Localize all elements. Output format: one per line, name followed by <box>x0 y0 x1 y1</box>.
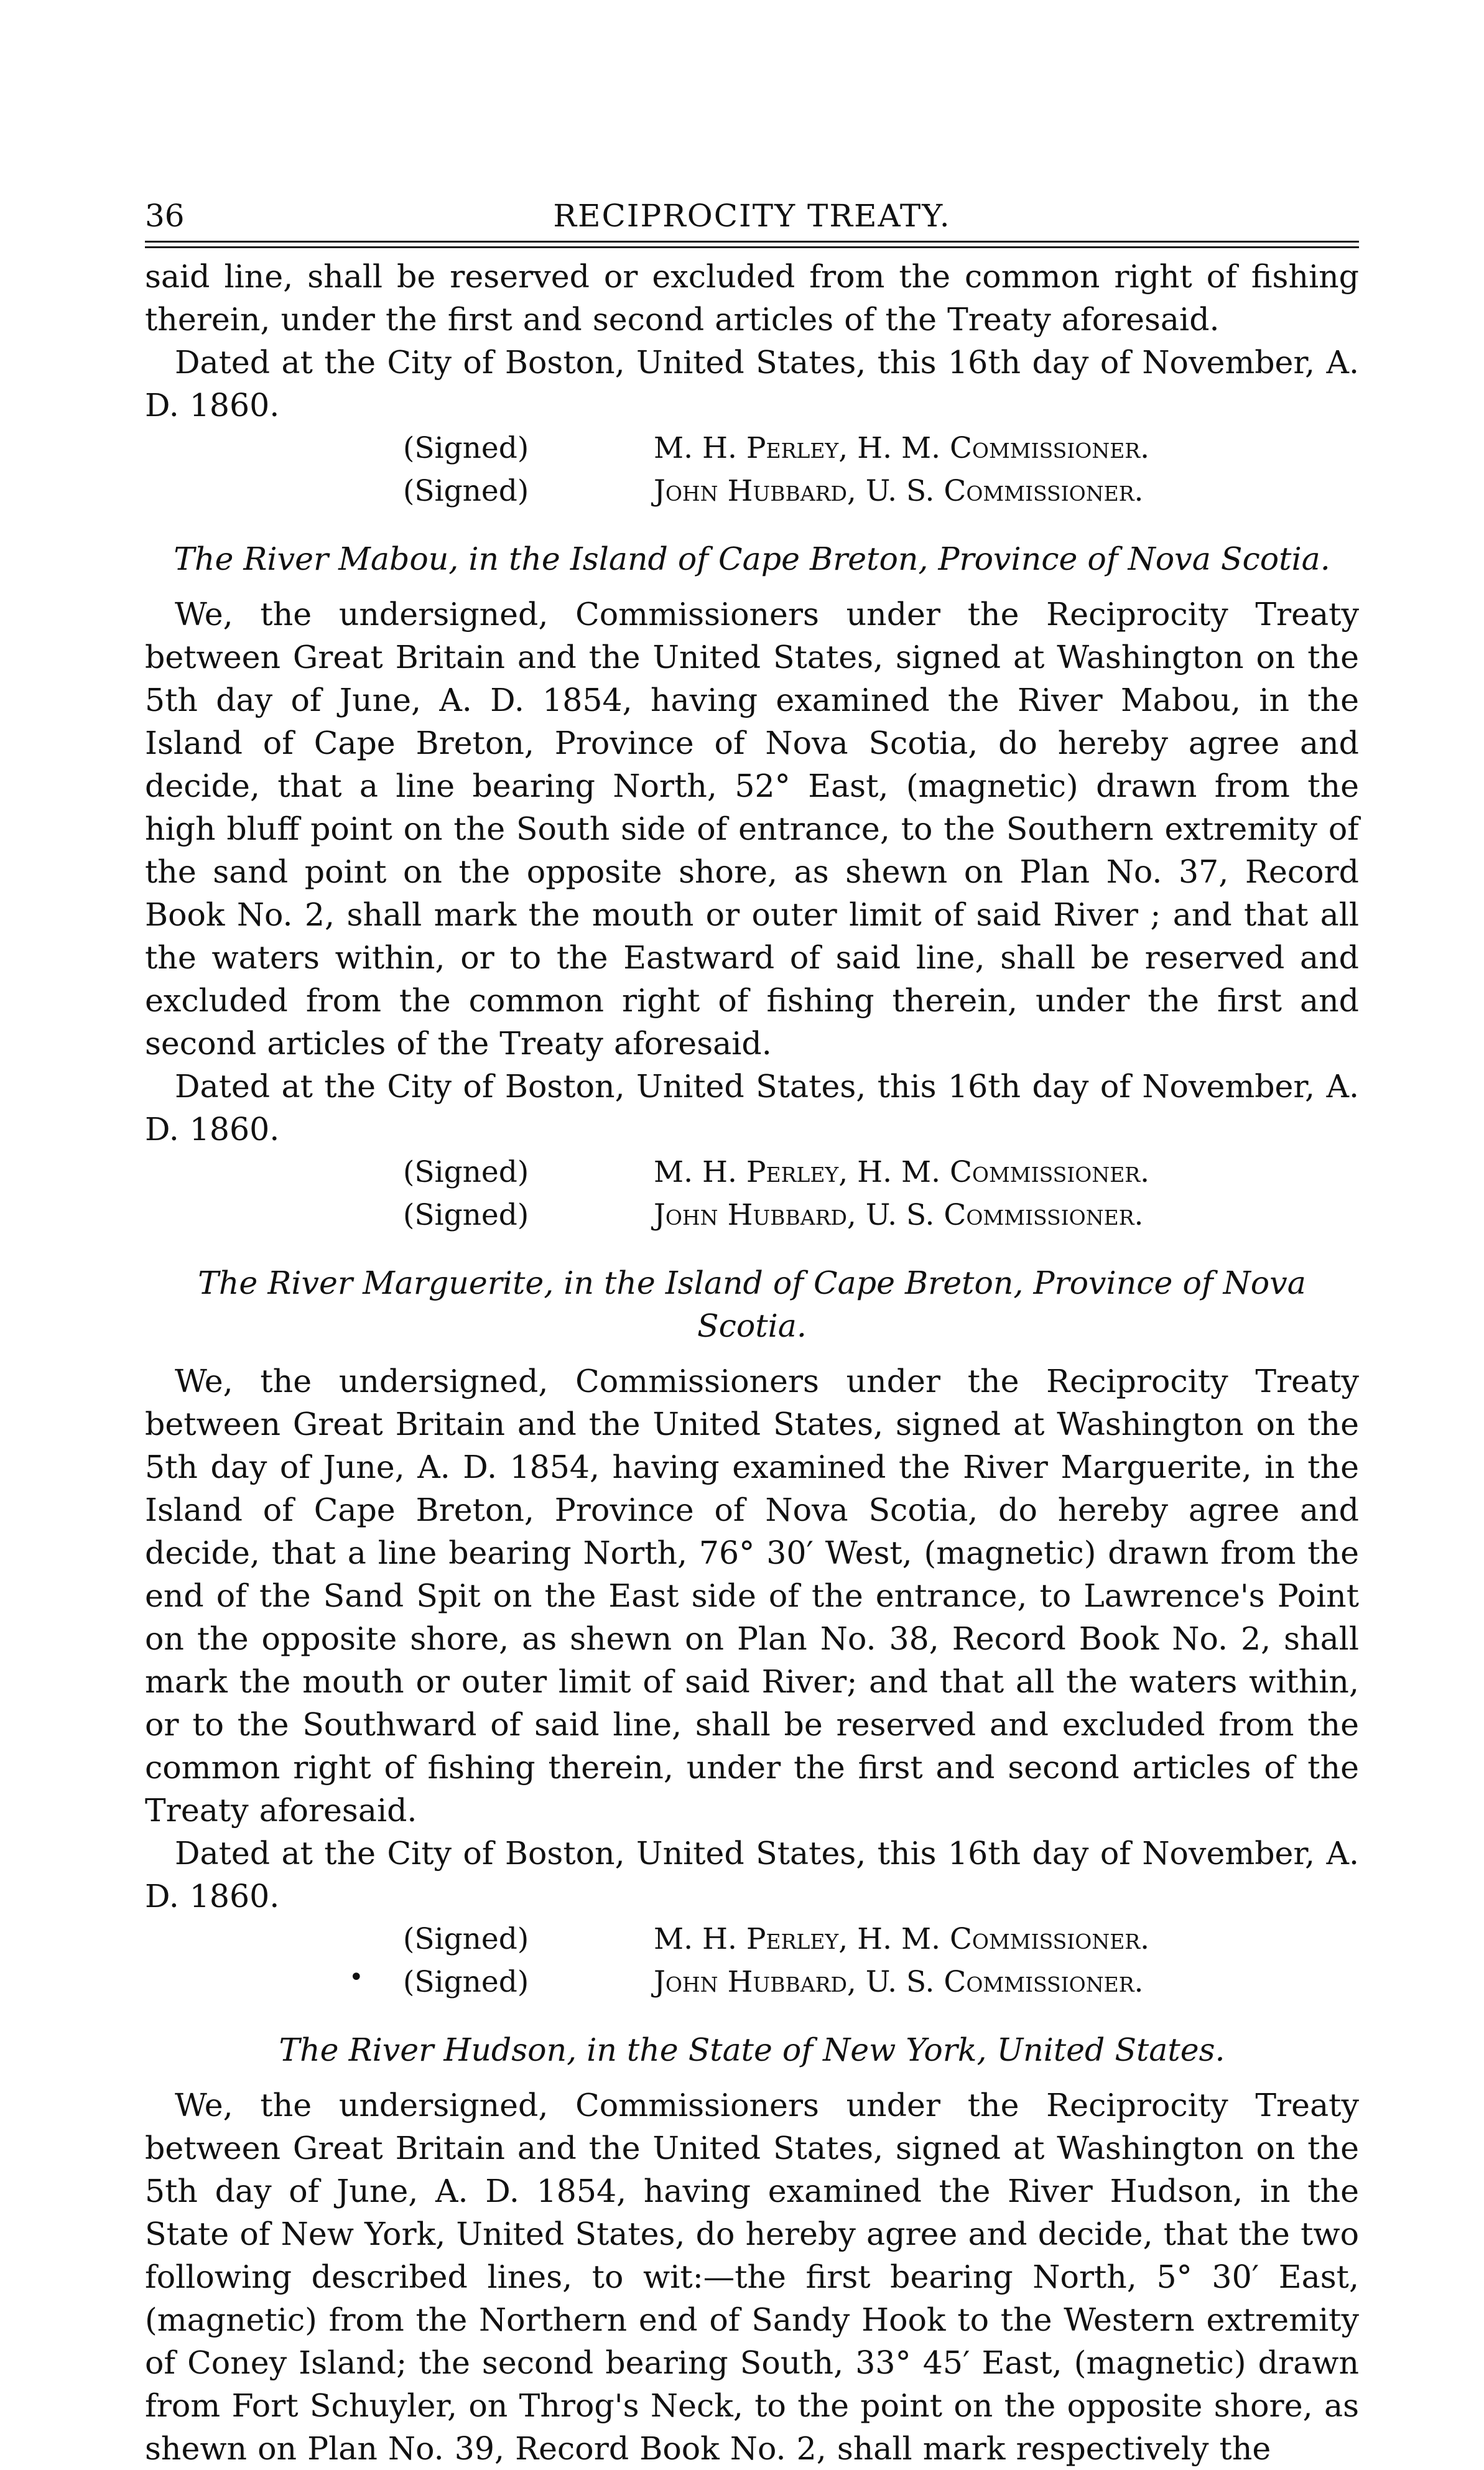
section-body-marguerite: We, the undersigned, Commissioners under the Reciprocity Treaty between Great Britain and the United States, signed at Washington on the 5th day of June, A. D. 1854, having examined the River Marguerite, in the Island of Cape Breton, Province of Nova Scotia, do hereby agree and decide, that a line bearing North, 76° 30′ West, (magnetic) drawn from the end of the Sand Spit on the East side of the entrance, to Lawrence's Point on the opposite shore, as shewn on Plan No. 38, Record Book No. 2, shall mark the mouth or outer limit of said River; and that all the waters within, or to the Southward of said line, shall be reserved and excluded from the common right of fishing therein, under the first and second articles of the Treaty aforesaid. <box>145 1363 1359 1829</box>
signature-label: (Signed) <box>403 1198 529 1232</box>
section-heading-mabou: The River Mabou, in the Island of Cape Breton, Province of Nova Scotia. <box>174 541 1330 577</box>
signature-label: (Signed) <box>403 474 529 508</box>
running-title: RECIPROCITY TREATY. <box>553 198 951 234</box>
signature-name: M. H. Perley, H. M. Commissioner. <box>654 1155 1150 1189</box>
intro-signature-block <box>145 427 1359 513</box>
section-dated-marguerite: Dated at the City of Boston, United States, this 16th day of November, A. D. 1860. <box>145 1835 1359 1915</box>
signature-label: (Signed) <box>403 1965 529 1999</box>
section-body-mabou: We, the undersigned, Commissioners under the Reciprocity Treaty between Great Britain and the United States, signed at Washington on the 5th day of June, A. D. 1854, having examined the River Mabou, in the Island of Cape Breton, Province of Nova Scotia, do hereby agree and decide, that a line bearing North, 52° East, (magnetic) drawn from the high bluff point on the South side of entrance, to the Southern extremity of the sand point on the opposite shore, as shewn on Plan No. 37, Record Book No. 2, shall mark the mouth or outer limit of said River ; and that all the waters within, or to the Eastward of said line, shall be reserved and excluded from the common right of fishing therein, under the first and second articles of the Treaty aforesaid. <box>145 596 1359 1062</box>
signature-label: (Signed) <box>403 1155 529 1189</box>
intro-paragraph: said line, shall be reserved or excluded from the common right of fishing therein, under the first and second articles of the Treaty aforesaid. <box>145 258 1359 338</box>
header-rule-bottom <box>145 246 1359 248</box>
signature-block-mabou <box>145 1151 1359 1237</box>
signature-block-marguerite <box>145 1918 1359 2003</box>
section-heading-hudson: The River Hudson, in the State of New York, United States. <box>279 2031 1225 2068</box>
signature-label: (Signed) <box>403 431 529 465</box>
signature-name: M. H. Perley, H. M. Commissioner. <box>654 431 1150 465</box>
signature-label: (Signed) <box>403 1922 529 1956</box>
section-body-hudson: We, the undersigned, Commissioners under the Reciprocity Treaty between Great Britain and the United States, signed at Washington on the 5th day of June, A. D. 1854, having examined the River Hudson, in the State of New York, United States, do hereby agree and decide, that the two following described lines, to wit:—the first bearing North, 5° 30′ East, (magnetic) from the Northern end of Sandy Hook to the Western extremity of Coney Island; the second bearing South, 33° 45′ East, (magnetic) drawn from Fort Schuyler, on Throg's Neck, to the point on the opposite shore, as shewn on Plan No. 39, Record Book No. 2, shall mark respectively the <box>145 2087 1359 2467</box>
intro-dated-line: Dated at the City of Boston, United States, this 16th day of November, A. D. 1860. <box>145 344 1359 424</box>
signature-name: John Hubbard, U. S. Commissioner. <box>654 474 1144 508</box>
signature-name: John Hubbard, U. S. Commissioner. <box>654 1198 1144 1232</box>
stray-mark: • <box>349 1963 364 1992</box>
header-rule-top <box>145 241 1359 243</box>
section-dated-mabou: Dated at the City of Boston, United States, this 16th day of November, A. D. 1860. <box>145 1068 1359 1148</box>
page-content <box>145 255 1359 2470</box>
signature-name: John Hubbard, U. S. Commissioner. <box>654 1965 1144 1999</box>
signature-name: M. H. Perley, H. M. Commissioner. <box>654 1922 1150 1956</box>
section-heading-marguerite: The River Marguerite, in the Island of Cape Breton, Province of Nova Scotia. <box>198 1265 1306 1344</box>
page-header <box>145 194 1359 238</box>
page-number: 36 <box>145 198 185 234</box>
